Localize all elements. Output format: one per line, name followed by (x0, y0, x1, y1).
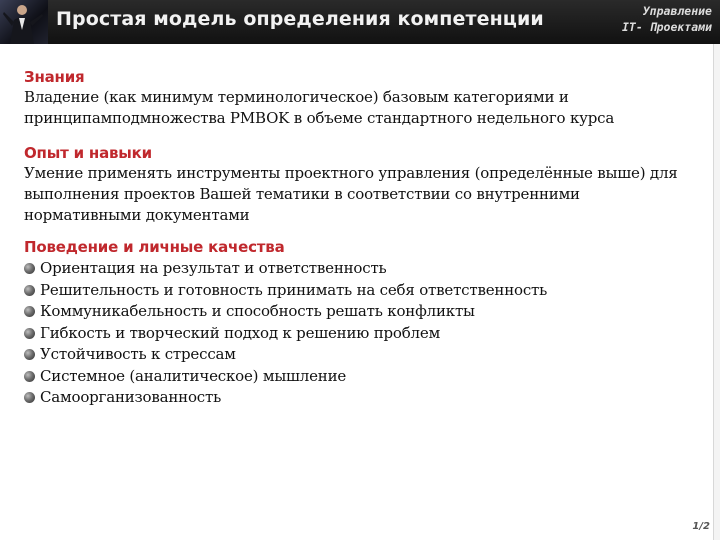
list-item-text: Коммуникабельность и способность решать конфликты (40, 302, 475, 320)
knowledge-text: Владение (как минимум терминологическое) базовым категориями и принципамподмножества PMBOK в объеме стандартного недельного курса (24, 88, 615, 127)
list-item-text: Устойчивость к стрессам (40, 345, 236, 363)
experience-title: Опыт и навыки (24, 144, 152, 162)
slide-title: Простая модель определения компетенции (56, 8, 544, 30)
page-number: 1/2 (692, 521, 710, 532)
list-item (24, 280, 696, 302)
behavior-title: Поведение и личные качества (24, 238, 285, 256)
list-item (24, 301, 696, 323)
sphere-bullet-icon (24, 371, 35, 382)
knowledge-title: Знания (24, 68, 85, 86)
list-item-text: Гибкость и творческий подход к решению проблем (40, 323, 441, 342)
slide-content (24, 67, 696, 409)
brand-line-1: Управление (642, 4, 712, 18)
list-item-text: Системное (аналитическое) мышление (40, 366, 347, 385)
sphere-bullet-icon (24, 285, 35, 296)
list-item (24, 366, 696, 388)
sphere-bullet-icon (24, 306, 35, 317)
slide-right-border (713, 44, 720, 540)
list-item (24, 323, 696, 345)
list-item-text: Ориентация на результат и ответственность (40, 259, 387, 277)
slide-header (0, 0, 720, 44)
presenter-photo-icon (0, 0, 48, 44)
brand-logo (602, 3, 712, 35)
experience-section (24, 143, 696, 226)
sphere-bullet-icon (24, 328, 35, 339)
list-item-text: Самоорганизованность (40, 388, 222, 406)
experience-text: Умение применять инструменты проектного управления (определённые выше) для выполнения проектов Вашей тематики в соответствии со внутренними нормативными документами (24, 164, 678, 224)
sphere-bullet-icon (24, 349, 35, 360)
behavior-section (24, 237, 696, 409)
behavior-list (24, 258, 696, 409)
sphere-bullet-icon (24, 392, 35, 403)
sphere-bullet-icon (24, 263, 35, 274)
brand-line-2: IT- Проектами (621, 20, 712, 34)
knowledge-section (24, 67, 696, 129)
list-item (24, 344, 696, 366)
list-item (24, 258, 696, 280)
list-item (24, 387, 696, 409)
list-item-text: Решительность и готовность принимать на себя ответственность (40, 280, 548, 299)
